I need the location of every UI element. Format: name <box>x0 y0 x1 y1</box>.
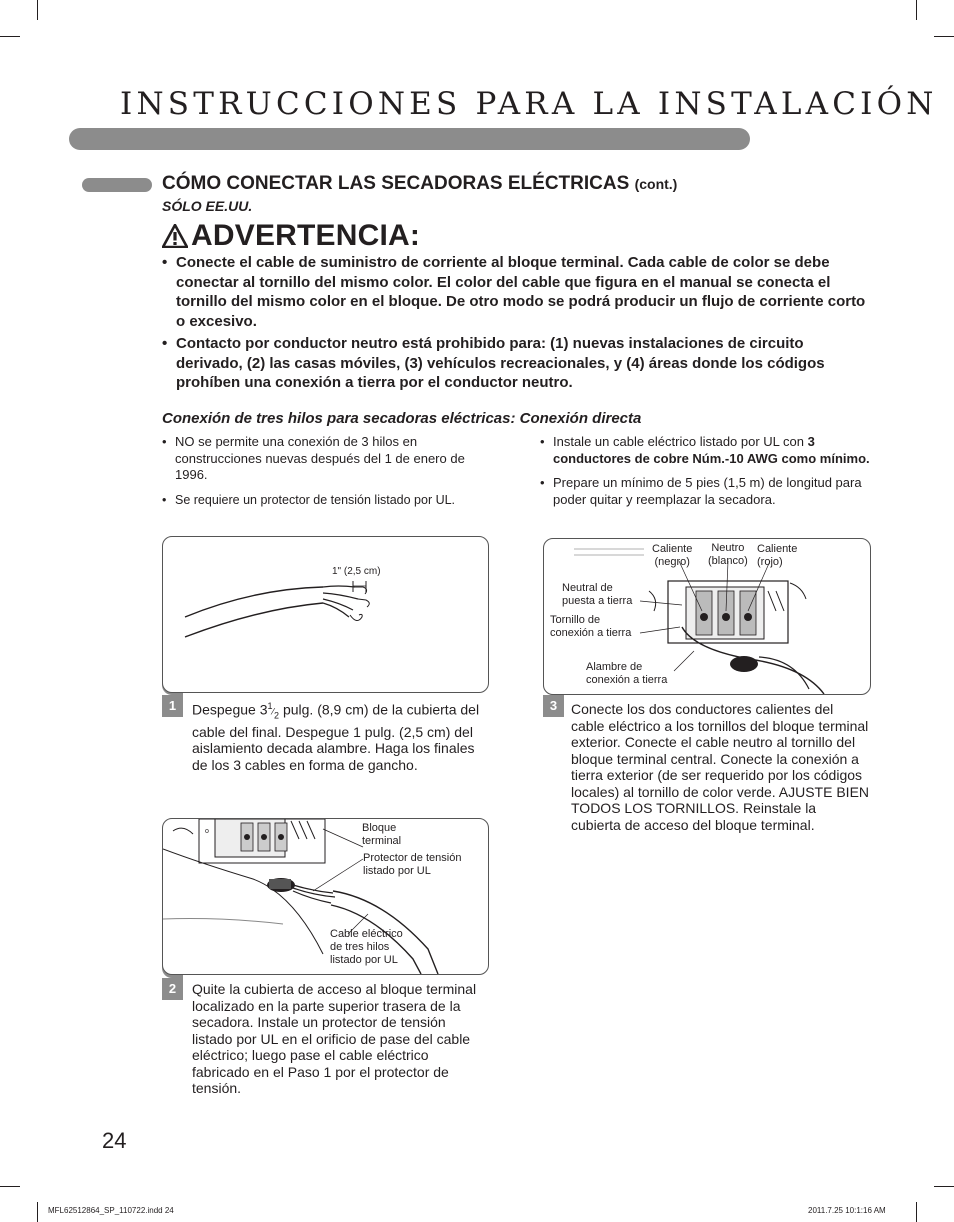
fraction-numerator: 1 <box>267 701 273 711</box>
step-1-text: Despegue $3^1⁄_2$ pulg. (8,9 cm) de la cubierta del cable del final. Despegue 1 pulg. (2,5 cm) del aislamiento decada alambre. Haga los finales de los 3 cables en forma de gancho. <box>192 701 480 773</box>
crop-mark <box>934 1186 954 1187</box>
label-line: Cable eléctrico <box>330 928 403 940</box>
crop-mark <box>37 0 38 20</box>
label-line: Caliente <box>757 543 798 555</box>
label-line: Neutral de <box>562 582 613 594</box>
label-line: conexión a tierra <box>586 674 668 686</box>
bullet-bold-text: 3 conductores de cobre Núm.-10 AWG como mínimo. <box>553 434 870 466</box>
step-3-badge: 3 <box>543 695 564 717</box>
label-line: Tornillo de <box>550 614 601 626</box>
label-line: terminal <box>362 835 402 847</box>
label-line: conexión a tierra <box>550 627 632 639</box>
label-line: listado por UL <box>363 865 431 877</box>
crop-mark <box>37 1202 38 1222</box>
warning-item: • Conecte el cable de suministro de corriente al bloque terminal. Cada cable de color se debe conectar al tornillo del mismo color. El color del cable que figura en el manual se conecta el tornillo del mismo color en el bloque. De otro modo se podrá producir un flujo de corriente corto o excesivo. <box>162 253 874 331</box>
footer-file-slug: MFL62512864_SP_110722.indd 24 <box>48 1206 174 1215</box>
warning-triangle-icon <box>162 224 188 248</box>
warning-item: • Contacto por conductor neutro está prohibido para: (1) nuevas instalaciones de circuito derivado, (2) las casas móviles, (3) vehículos recreacionales, y (4) áreas donde los códigos prohíben una conexión a tierra por el conductor neutro. <box>162 334 874 393</box>
step-1-figure <box>162 536 489 693</box>
right-bullet-list <box>540 434 870 516</box>
step-1-text-start: Despegue 3 <box>192 701 268 718</box>
fraction-denominator: 2 <box>274 710 280 721</box>
step-1-badge: 1 <box>162 695 183 717</box>
bullet-item: • NO se permite una conexión de 3 hilos en construcciones nuevas después del 1 de enero de 1996. <box>162 434 492 484</box>
label-line: (negro) <box>654 556 690 568</box>
terminal-block-label <box>362 822 401 848</box>
crop-mark <box>916 1202 917 1222</box>
section-heading-text: CÓMO CONECTAR LAS SECADORAS ELÉCTRICAS <box>162 173 630 194</box>
bullet-item <box>540 434 870 467</box>
label-line: (blanco) <box>708 555 748 567</box>
crop-mark <box>0 36 20 37</box>
section-heading-suffix: (cont.) <box>634 176 678 192</box>
ground-wire-label <box>586 661 667 687</box>
strip-length-label: 1" (2,5 cm) <box>332 566 381 577</box>
ground-strap-label <box>562 582 632 608</box>
hot-red-label <box>757 543 797 569</box>
step-2-badge: 2 <box>162 978 183 1000</box>
warning-title <box>162 219 420 253</box>
subsection-title: Conexión de tres hilos para secadoras eléctricas: Conexión directa <box>162 410 642 427</box>
step-2-text: Quite la cubierta de acceso al bloque terminal localizado en la parte superior trasera de la secadora. Instale un protector de tensión listado por UL en el orificio de pase del cable eléctrico; luego pase el cable eléctrico fabricado en el Paso 1 por el protector de tensión. <box>192 981 477 1096</box>
label-line: listado por UL <box>330 954 398 966</box>
step-3-text: Conecte los dos conductores calientes del cable eléctrico a los tornillos del bloque terminal exterior. Conecte el cable neutro al tornillo del bloque terminal central. Conecte la conexión a tierra exterior (de ser requerido por los códigos locales) al tornillo de color verde. AJUSTE BIEN TODOS LOS TORNILLOS. Reinstale la cubierta de acceso del bloque terminal. <box>571 701 870 833</box>
label-line: Neutro <box>711 542 745 554</box>
strain-relief-illustration <box>163 819 488 974</box>
section-pill <box>82 178 152 192</box>
warning-title-text: ADVERTENCIA: <box>191 219 421 252</box>
step-2-figure <box>162 818 489 975</box>
page-number: 24 <box>102 1128 127 1153</box>
strain-relief-label <box>363 852 461 878</box>
label-line: Protector de tensión <box>363 852 462 864</box>
crop-mark <box>0 1186 20 1187</box>
hot-black-label <box>652 543 692 569</box>
svg-text:o: o <box>205 828 209 835</box>
step-1-text-end: pulg. (8,9 cm) de la cubierta del cable del final. Despegue 1 pulg. (2,5 cm) del aislamiento decada alambre. Haga los finales de los 3 cables en forma de gancho. <box>192 701 480 773</box>
bullet-text: Instale un cable eléctrico listado por UL con <box>553 434 808 449</box>
bullet-item: • Prepare un mínimo de 5 pies (1,5 m) de longitud para poder quitar y reemplazar la secadora. <box>540 475 870 508</box>
label-line: (rojo) <box>757 556 783 568</box>
label-line: Bloque <box>362 822 397 834</box>
label-line: Caliente <box>652 543 693 555</box>
neutral-white-label <box>708 542 748 568</box>
page-title: INSTRUCCIONES PARA LA INSTALACIÓN <box>120 86 938 122</box>
crop-mark <box>916 0 917 20</box>
left-bullet-list <box>162 434 492 516</box>
footer-timestamp: 2011.7.25 10:1:16 AM <box>808 1206 886 1215</box>
stripped-cord-illustration <box>163 537 488 692</box>
crop-mark <box>934 36 954 37</box>
title-bar <box>69 128 750 150</box>
step-3-figure <box>543 538 871 695</box>
bullet-item: • Se requiere un protector de tensión listado por UL. <box>162 492 492 509</box>
warning-list <box>162 253 874 393</box>
label-line: de tres hilos <box>330 941 390 953</box>
label-line: Alambre de <box>586 661 643 673</box>
section-heading <box>162 173 677 195</box>
region-note: SÓLO EE.UU. <box>162 198 253 214</box>
power-cord-label <box>330 928 403 967</box>
ground-screw-label <box>550 614 631 640</box>
label-line: puesta a tierra <box>562 595 633 607</box>
